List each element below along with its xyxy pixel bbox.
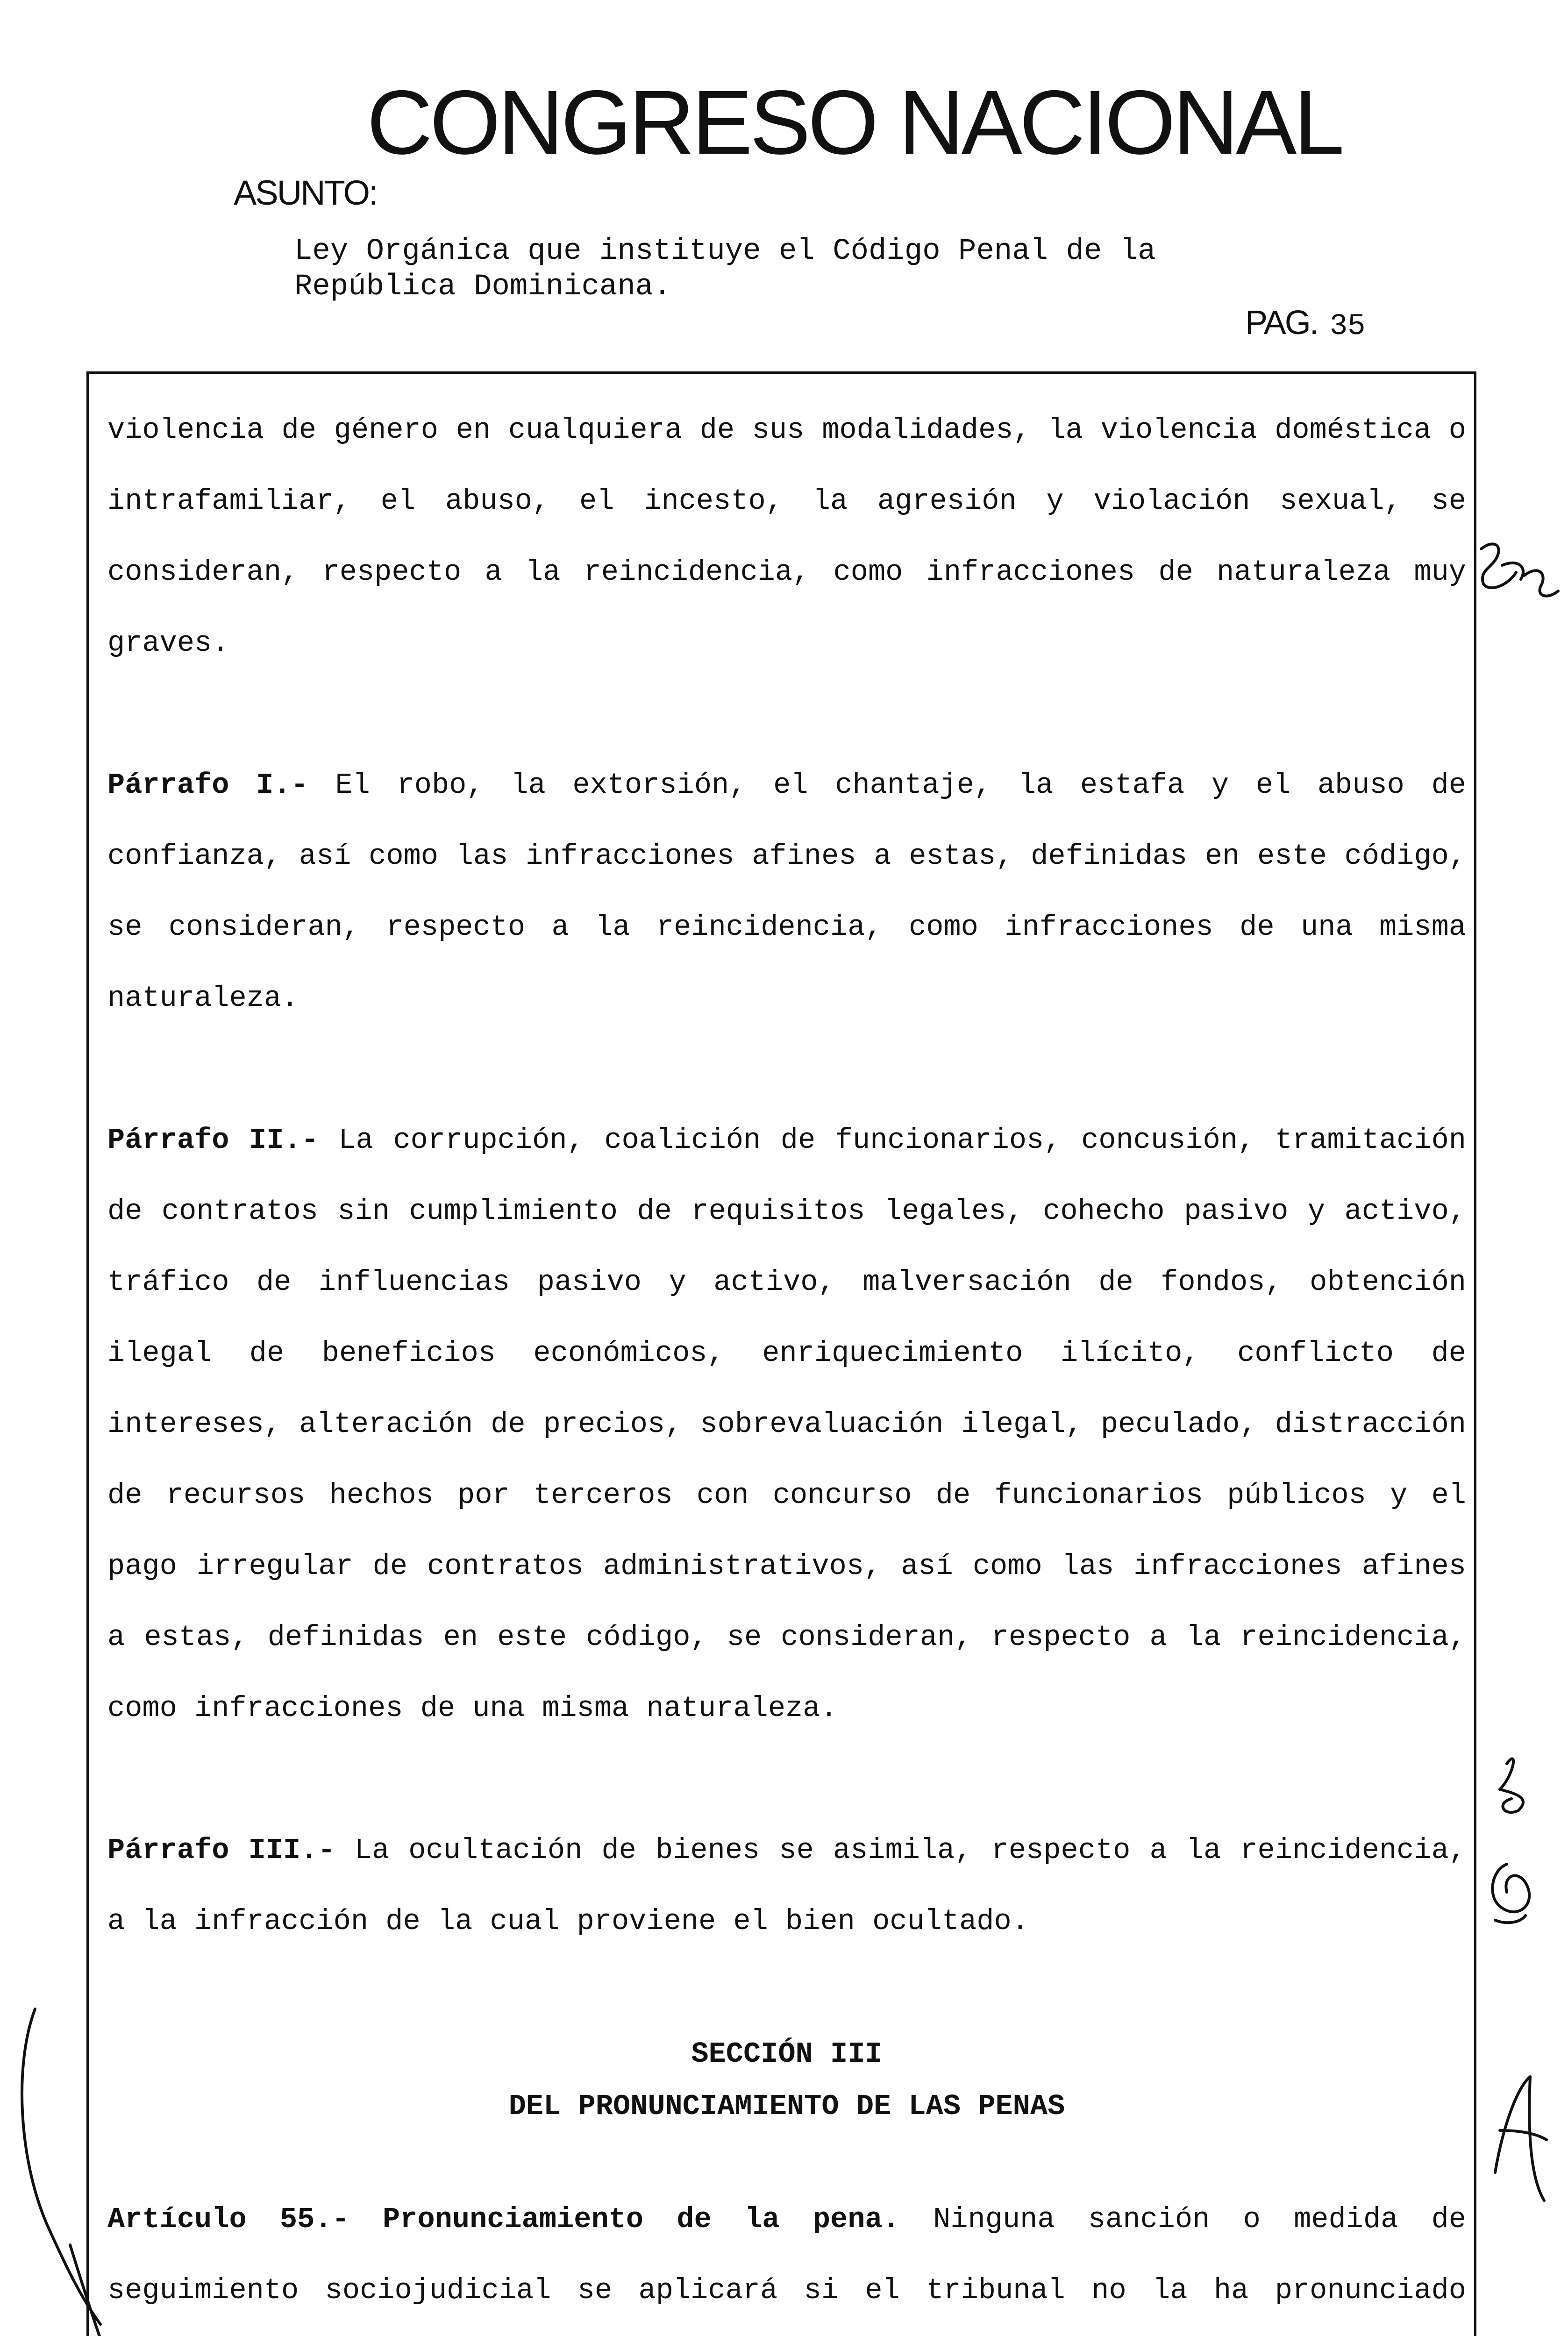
section-subtitle: DEL PRONUNCIAMIENTO DE LAS PENAS bbox=[508, 2090, 1065, 2123]
article-text: Ninguna sanción o medida de seguimiento sociojudicial se aplicará si el tribunal no la ha pronunciado bbox=[107, 2203, 1466, 2307]
document-title: CONGRESO NACIONAL bbox=[367, 71, 1342, 173]
article-label: Artículo 55.- Pronunciamiento de la pena. bbox=[107, 2203, 900, 2236]
asunto-label: ASUNTO: bbox=[234, 173, 377, 212]
section-title: SECCIÓN III bbox=[691, 2037, 883, 2071]
paragraph-label: Párrafo III.- bbox=[107, 1834, 335, 1867]
paragraph-text: El robo, la extorsión, el chantaje, la estafa y el abuso de confianza, así como las infracciones afines a estas, definidas en este código, se consideran, respecto a la reincidencia, como infracciones de una misma naturaleza. bbox=[107, 769, 1466, 1015]
document-subject: Ley Orgánica que instituye el Código Penal de la República Dominicana. bbox=[294, 235, 1156, 304]
margin-initials-1 bbox=[1481, 544, 1558, 596]
paragraph-text: violencia de género en cualquiera de sus modalidades, la violencia doméstica o intrafamiliar, el abuso, el incesto, la agresión y violación sexual, se consideran, respecto a la reincidencia, como infracciones de naturaleza muy graves. bbox=[107, 413, 1466, 660]
margin-initials-3 bbox=[1492, 1864, 1529, 1923]
margin-initials-4 bbox=[1495, 2077, 1547, 2201]
paragraph-text: La corrupción, coalición de funcionarios, concusión, tramitación de contratos sin cumplimiento de requisitos legales, cohecho pasivo y activo, tráfico de influencias pasivo y activo, malversación de fondos, obtención ilegal de beneficios económicos, enriquecimiento ilícito, conflicto de intereses, alteración de precios, sobrevaluación ilegal, peculado, distracción de recursos hechos por terceros con concurso de funcionarios públicos y el pago irregular de contratos administrativos, así como las infracciones afines a estas, definidas en este código, se consideran, respecto a la reincidencia, como infracciones de una misma naturaleza. bbox=[107, 1124, 1466, 1725]
page-number: 35 bbox=[1329, 310, 1366, 343]
margin-bracket bbox=[22, 2009, 105, 2336]
paragraph-text: La ocultación de bienes se asimila, respecto a la reincidencia, a la infracción de la cual proviene el bien ocultado. bbox=[107, 1834, 1467, 1938]
margin-initials-2 bbox=[1500, 1759, 1523, 1812]
page-label: PAG. bbox=[1245, 304, 1318, 342]
paragraph-label: Párrafo II.- bbox=[107, 1124, 319, 1157]
paragraph-label: Párrafo I.- bbox=[107, 769, 308, 802]
